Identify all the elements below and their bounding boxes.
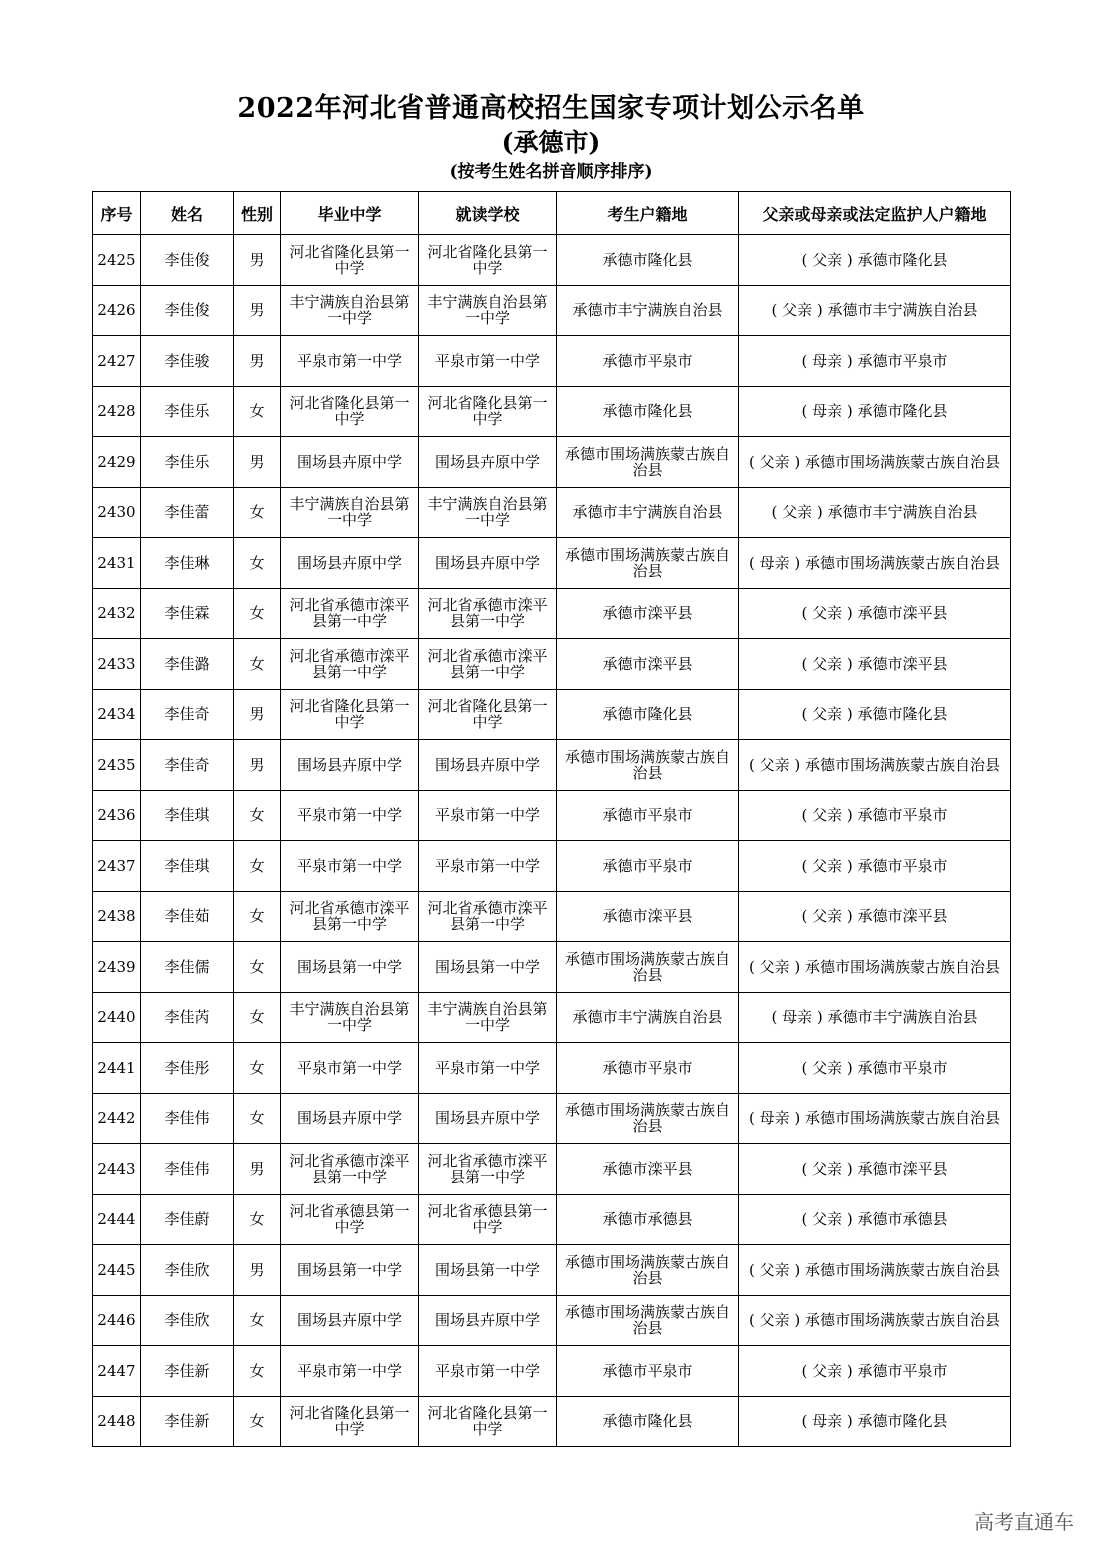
cell-student-household: 承德市滦平县 xyxy=(557,588,739,639)
cell-name: 李佳儒 xyxy=(141,942,234,993)
cell-name: 李佳乐 xyxy=(141,386,234,437)
cell-guardian-household: ( 父亲 ) 承德市滦平县 xyxy=(739,1144,1011,1195)
cell-guardian-household: ( 父亲 ) 承德市平泉市 xyxy=(739,790,1011,841)
table-row xyxy=(93,1245,1011,1296)
table-row xyxy=(93,588,1011,639)
cell-seq: 2439 xyxy=(93,942,141,993)
cell-student-household: 承德市围场满族蒙古族自治县 xyxy=(557,1245,739,1296)
cell-seq: 2440 xyxy=(93,992,141,1043)
cell-name: 李佳蕾 xyxy=(141,487,234,538)
cell-seq: 2430 xyxy=(93,487,141,538)
cell-name: 李佳彤 xyxy=(141,1043,234,1094)
cell-current-school: 河北省隆化县第一中学 xyxy=(419,235,557,286)
cell-current-school: 平泉市第一中学 xyxy=(419,790,557,841)
cell-gender: 女 xyxy=(234,942,281,993)
cell-student-household: 承德市围场满族蒙古族自治县 xyxy=(557,1093,739,1144)
table-row xyxy=(93,891,1011,942)
cell-graduation-school: 围场县卉原中学 xyxy=(281,1093,419,1144)
cell-graduation-school: 河北省承德市滦平县第一中学 xyxy=(281,639,419,690)
cell-seq: 2443 xyxy=(93,1144,141,1195)
cell-graduation-school: 河北省隆化县第一中学 xyxy=(281,689,419,740)
cell-gender: 男 xyxy=(234,235,281,286)
cell-graduation-school: 河北省承德市滦平县第一中学 xyxy=(281,1144,419,1195)
cell-graduation-school: 围场县卉原中学 xyxy=(281,740,419,791)
cell-guardian-household: ( 父亲 ) 承德市平泉市 xyxy=(739,1043,1011,1094)
cell-name: 李佳伟 xyxy=(141,1144,234,1195)
header-current-school: 就读学校 xyxy=(419,192,557,235)
table-row xyxy=(93,1093,1011,1144)
cell-guardian-household: ( 母亲 ) 承德市隆化县 xyxy=(739,1396,1011,1447)
cell-name: 李佳奇 xyxy=(141,740,234,791)
cell-gender: 男 xyxy=(234,336,281,387)
cell-guardian-household: ( 父亲 ) 承德市围场满族蒙古族自治县 xyxy=(739,740,1011,791)
cell-graduation-school: 丰宁满族自治县第一中学 xyxy=(281,992,419,1043)
cell-current-school: 围场县卉原中学 xyxy=(419,437,557,488)
cell-guardian-household: ( 父亲 ) 承德市丰宁满族自治县 xyxy=(739,285,1011,336)
cell-current-school: 河北省承德市滦平县第一中学 xyxy=(419,891,557,942)
cell-student-household: 承德市丰宁满族自治县 xyxy=(557,992,739,1043)
cell-gender: 女 xyxy=(234,487,281,538)
cell-student-household: 承德市平泉市 xyxy=(557,336,739,387)
table-row xyxy=(93,1144,1011,1195)
cell-graduation-school: 围场县第一中学 xyxy=(281,1245,419,1296)
cell-name: 李佳欣 xyxy=(141,1295,234,1346)
cell-graduation-school: 河北省承德市滦平县第一中学 xyxy=(281,588,419,639)
header-student-household: 考生户籍地 xyxy=(557,192,739,235)
cell-current-school: 平泉市第一中学 xyxy=(419,841,557,892)
cell-gender: 男 xyxy=(234,740,281,791)
cell-guardian-household: ( 父亲 ) 承德市围场满族蒙古族自治县 xyxy=(739,437,1011,488)
cell-name: 李佳霖 xyxy=(141,588,234,639)
cell-current-school: 丰宁满族自治县第一中学 xyxy=(419,487,557,538)
cell-current-school: 河北省承德市滦平县第一中学 xyxy=(419,588,557,639)
header-name: 姓名 xyxy=(141,192,234,235)
cell-graduation-school: 丰宁满族自治县第一中学 xyxy=(281,285,419,336)
cell-graduation-school: 丰宁满族自治县第一中学 xyxy=(281,487,419,538)
cell-graduation-school: 围场县第一中学 xyxy=(281,942,419,993)
cell-seq: 2433 xyxy=(93,639,141,690)
cell-name: 李佳伟 xyxy=(141,1093,234,1144)
table-row xyxy=(93,1043,1011,1094)
cell-student-household: 承德市平泉市 xyxy=(557,841,739,892)
header-graduation-school: 毕业中学 xyxy=(281,192,419,235)
cell-seq: 2431 xyxy=(93,538,141,589)
table-row xyxy=(93,437,1011,488)
cell-current-school: 围场县第一中学 xyxy=(419,942,557,993)
cell-gender: 女 xyxy=(234,588,281,639)
cell-gender: 女 xyxy=(234,1093,281,1144)
table-row xyxy=(93,538,1011,589)
cell-student-household: 承德市丰宁满族自治县 xyxy=(557,487,739,538)
cell-current-school: 围场县卉原中学 xyxy=(419,1093,557,1144)
cell-student-household: 承德市平泉市 xyxy=(557,1346,739,1397)
cell-graduation-school: 平泉市第一中学 xyxy=(281,790,419,841)
cell-gender: 女 xyxy=(234,386,281,437)
cell-graduation-school: 河北省隆化县第一中学 xyxy=(281,386,419,437)
cell-gender: 女 xyxy=(234,1194,281,1245)
cell-current-school: 河北省承德市滦平县第一中学 xyxy=(419,1144,557,1195)
cell-student-household: 承德市丰宁满族自治县 xyxy=(557,285,739,336)
cell-student-household: 承德市围场满族蒙古族自治县 xyxy=(557,538,739,589)
table-row xyxy=(93,942,1011,993)
cell-student-household: 承德市平泉市 xyxy=(557,790,739,841)
cell-gender: 女 xyxy=(234,992,281,1043)
cell-gender: 女 xyxy=(234,1295,281,1346)
cell-seq: 2446 xyxy=(93,1295,141,1346)
cell-current-school: 平泉市第一中学 xyxy=(419,1346,557,1397)
cell-guardian-household: ( 母亲 ) 承德市围场满族蒙古族自治县 xyxy=(739,538,1011,589)
cell-seq: 2445 xyxy=(93,1245,141,1296)
roster-table xyxy=(92,191,1011,1447)
table-row xyxy=(93,992,1011,1043)
cell-guardian-household: ( 父亲 ) 承德市滦平县 xyxy=(739,639,1011,690)
cell-name: 李佳欣 xyxy=(141,1245,234,1296)
cell-student-household: 承德市隆化县 xyxy=(557,1396,739,1447)
cell-name: 李佳新 xyxy=(141,1346,234,1397)
cell-name: 李佳骏 xyxy=(141,336,234,387)
cell-name: 李佳蔚 xyxy=(141,1194,234,1245)
cell-seq: 2432 xyxy=(93,588,141,639)
cell-seq: 2434 xyxy=(93,689,141,740)
cell-graduation-school: 平泉市第一中学 xyxy=(281,841,419,892)
cell-name: 李佳琳 xyxy=(141,538,234,589)
cell-name: 李佳芮 xyxy=(141,992,234,1043)
cell-seq: 2426 xyxy=(93,285,141,336)
cell-gender: 女 xyxy=(234,1346,281,1397)
cell-current-school: 围场县卉原中学 xyxy=(419,740,557,791)
cell-seq: 2437 xyxy=(93,841,141,892)
cell-current-school: 河北省隆化县第一中学 xyxy=(419,1396,557,1447)
cell-seq: 2441 xyxy=(93,1043,141,1094)
table-row xyxy=(93,639,1011,690)
cell-current-school: 河北省隆化县第一中学 xyxy=(419,386,557,437)
cell-guardian-household: ( 父亲 ) 承德市围场满族蒙古族自治县 xyxy=(739,1295,1011,1346)
cell-graduation-school: 河北省隆化县第一中学 xyxy=(281,1396,419,1447)
cell-student-household: 承德市滦平县 xyxy=(557,1144,739,1195)
cell-name: 李佳新 xyxy=(141,1396,234,1447)
cell-guardian-household: ( 父亲 ) 承德市承德县 xyxy=(739,1194,1011,1245)
cell-guardian-household: ( 父亲 ) 承德市围场满族蒙古族自治县 xyxy=(739,1245,1011,1296)
cell-student-household: 承德市滦平县 xyxy=(557,639,739,690)
cell-current-school: 平泉市第一中学 xyxy=(419,336,557,387)
cell-name: 李佳俊 xyxy=(141,235,234,286)
cell-graduation-school: 围场县卉原中学 xyxy=(281,437,419,488)
cell-seq: 2444 xyxy=(93,1194,141,1245)
header-guardian-household: 父亲或母亲或法定监护人户籍地 xyxy=(739,192,1011,235)
cell-gender: 男 xyxy=(234,1144,281,1195)
table-row xyxy=(93,841,1011,892)
cell-guardian-household: ( 父亲 ) 承德市平泉市 xyxy=(739,1346,1011,1397)
cell-guardian-household: ( 父亲 ) 承德市隆化县 xyxy=(739,689,1011,740)
cell-current-school: 围场县第一中学 xyxy=(419,1245,557,1296)
cell-current-school: 河北省承德市滦平县第一中学 xyxy=(419,639,557,690)
cell-gender: 女 xyxy=(234,790,281,841)
cell-student-household: 承德市平泉市 xyxy=(557,1043,739,1094)
table-row xyxy=(93,740,1011,791)
cell-gender: 女 xyxy=(234,841,281,892)
cell-gender: 男 xyxy=(234,285,281,336)
cell-guardian-household: ( 父亲 ) 承德市丰宁满族自治县 xyxy=(739,487,1011,538)
cell-gender: 女 xyxy=(234,639,281,690)
cell-seq: 2438 xyxy=(93,891,141,942)
cell-seq: 2428 xyxy=(93,386,141,437)
cell-seq: 2442 xyxy=(93,1093,141,1144)
header-gender: 性别 xyxy=(234,192,281,235)
cell-gender: 男 xyxy=(234,689,281,740)
table-row xyxy=(93,487,1011,538)
cell-current-school: 平泉市第一中学 xyxy=(419,1043,557,1094)
cell-name: 李佳奇 xyxy=(141,689,234,740)
cell-name: 李佳琪 xyxy=(141,841,234,892)
table-row xyxy=(93,336,1011,387)
table-row xyxy=(93,1346,1011,1397)
cell-guardian-household: ( 母亲 ) 承德市围场满族蒙古族自治县 xyxy=(739,1093,1011,1144)
cell-student-household: 承德市围场满族蒙古族自治县 xyxy=(557,1295,739,1346)
cell-seq: 2435 xyxy=(93,740,141,791)
cell-seq: 2427 xyxy=(93,336,141,387)
cell-current-school: 围场县卉原中学 xyxy=(419,538,557,589)
cell-guardian-household: ( 父亲 ) 承德市平泉市 xyxy=(739,841,1011,892)
cell-seq: 2447 xyxy=(93,1346,141,1397)
cell-gender: 女 xyxy=(234,1043,281,1094)
cell-guardian-household: ( 母亲 ) 承德市隆化县 xyxy=(739,386,1011,437)
cell-current-school: 河北省隆化县第一中学 xyxy=(419,689,557,740)
cell-guardian-household: ( 母亲 ) 承德市丰宁满族自治县 xyxy=(739,992,1011,1043)
cell-guardian-household: ( 父亲 ) 承德市围场满族蒙古族自治县 xyxy=(739,942,1011,993)
cell-seq: 2436 xyxy=(93,790,141,841)
cell-gender: 女 xyxy=(234,1396,281,1447)
cell-student-household: 承德市围场满族蒙古族自治县 xyxy=(557,740,739,791)
cell-name: 李佳俊 xyxy=(141,285,234,336)
table-header-row xyxy=(93,192,1011,235)
cell-current-school: 丰宁满族自治县第一中学 xyxy=(419,285,557,336)
cell-student-household: 承德市隆化县 xyxy=(557,235,739,286)
cell-guardian-household: ( 母亲 ) 承德市平泉市 xyxy=(739,336,1011,387)
cell-gender: 男 xyxy=(234,1245,281,1296)
cell-student-household: 承德市承德县 xyxy=(557,1194,739,1245)
cell-student-household: 承德市隆化县 xyxy=(557,689,739,740)
cell-gender: 男 xyxy=(234,437,281,488)
cell-student-household: 承德市滦平县 xyxy=(557,891,739,942)
cell-gender: 女 xyxy=(234,538,281,589)
cell-name: 李佳茹 xyxy=(141,891,234,942)
table-row xyxy=(93,386,1011,437)
table-row xyxy=(93,790,1011,841)
cell-student-household: 承德市围场满族蒙古族自治县 xyxy=(557,942,739,993)
cell-graduation-school: 平泉市第一中学 xyxy=(281,1043,419,1094)
document-title: 2022年河北省普通高校招生国家专项计划公示名单 xyxy=(237,93,865,124)
watermark: 高考直通车 xyxy=(974,1510,1074,1534)
cell-gender: 女 xyxy=(234,891,281,942)
cell-graduation-school: 河北省承德县第一中学 xyxy=(281,1194,419,1245)
cell-seq: 2429 xyxy=(93,437,141,488)
table-row xyxy=(93,235,1011,286)
cell-graduation-school: 围场县卉原中学 xyxy=(281,538,419,589)
cell-graduation-school: 围场县卉原中学 xyxy=(281,1295,419,1346)
cell-current-school: 围场县卉原中学 xyxy=(419,1295,557,1346)
cell-graduation-school: 平泉市第一中学 xyxy=(281,1346,419,1397)
sort-note: (按考生姓名拼音顺序排序) xyxy=(449,162,653,182)
cell-graduation-school: 河北省隆化县第一中学 xyxy=(281,235,419,286)
cell-current-school: 河北省承德县第一中学 xyxy=(419,1194,557,1245)
cell-student-household: 承德市隆化县 xyxy=(557,386,739,437)
document-subtitle: (承德市) xyxy=(501,128,601,157)
cell-student-household: 承德市围场满族蒙古族自治县 xyxy=(557,437,739,488)
table-body xyxy=(93,235,1011,1447)
table-row xyxy=(93,1194,1011,1245)
cell-seq: 2448 xyxy=(93,1396,141,1447)
header-seq: 序号 xyxy=(93,192,141,235)
cell-seq: 2425 xyxy=(93,235,141,286)
table-row xyxy=(93,689,1011,740)
cell-guardian-household: ( 父亲 ) 承德市隆化县 xyxy=(739,235,1011,286)
table-row xyxy=(93,1396,1011,1447)
cell-name: 李佳乐 xyxy=(141,437,234,488)
table-row xyxy=(93,1295,1011,1346)
cell-name: 李佳潞 xyxy=(141,639,234,690)
cell-name: 李佳琪 xyxy=(141,790,234,841)
table-row xyxy=(93,285,1011,336)
cell-current-school: 丰宁满族自治县第一中学 xyxy=(419,992,557,1043)
cell-graduation-school: 河北省承德市滦平县第一中学 xyxy=(281,891,419,942)
cell-guardian-household: ( 父亲 ) 承德市滦平县 xyxy=(739,891,1011,942)
cell-graduation-school: 平泉市第一中学 xyxy=(281,336,419,387)
cell-guardian-household: ( 父亲 ) 承德市滦平县 xyxy=(739,588,1011,639)
